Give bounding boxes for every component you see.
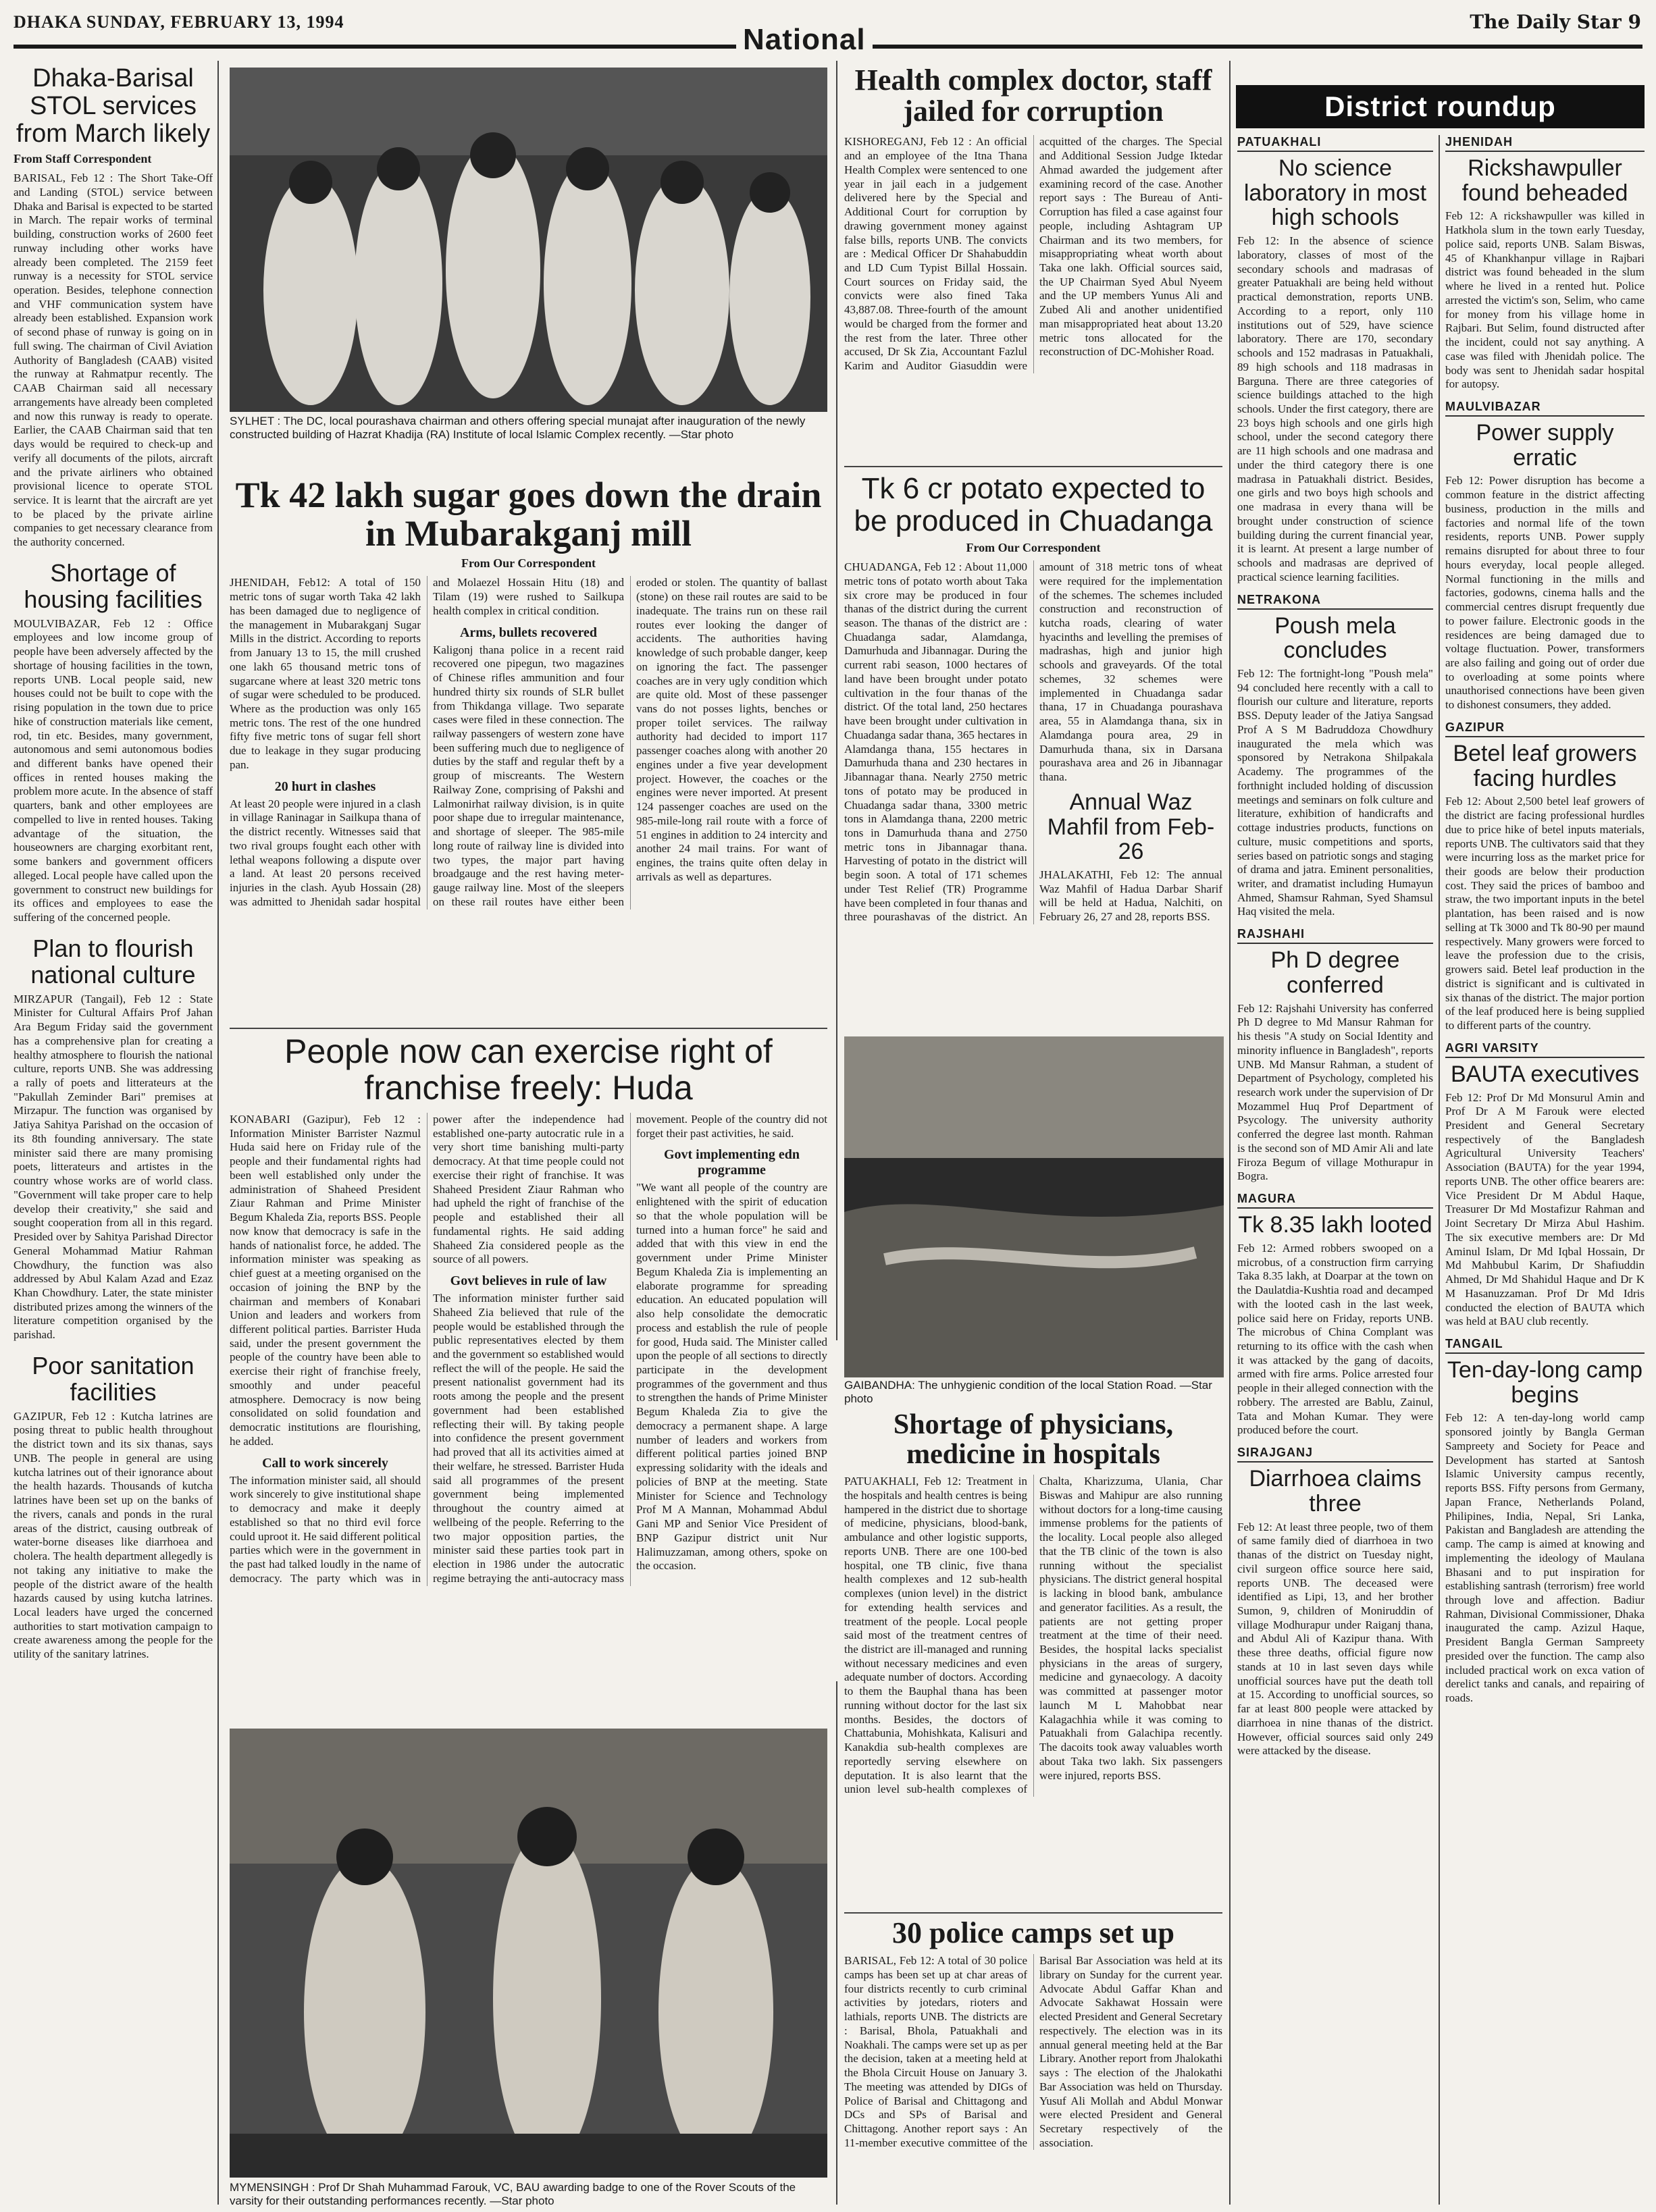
- roundup-headline: No science laboratory in most high schools: [1243, 155, 1427, 231]
- story-byline: From Our Correspondent: [966, 541, 1101, 555]
- photo-gaibandha-image: [844, 1036, 1224, 1377]
- roundup-headline: Power supply erratic: [1476, 419, 1614, 471]
- story-headline: People now can exercise right of franchise freely: Huda: [284, 1033, 773, 1107]
- story-housing: [14, 560, 213, 925]
- story-physicians: [844, 1410, 1222, 1906]
- roundup-place: AGRI VARSITY: [1445, 1041, 1645, 1058]
- story-subhead: Call to work sincerely: [262, 1455, 388, 1471]
- left-column: [14, 65, 213, 2205]
- story-subhead: Arms, bullets recovered: [459, 625, 598, 640]
- paper-name: The Daily Star 9: [1470, 11, 1641, 33]
- roundup-body: Feb 12: Power disruption has become a common feature in the district affecting business, production in the mills and factories and normal life of the town residents, reports UNB. Power supply remains disrupted for about three to four hours everyday, local people alleged. Normal functioning in the mills and factories, godowns, cinema halls and the commercial centres disrupt frequently due to power failure. Electronic goods in the residences are being damaged due to voltage fluctuation. Power, transformers are also failing and going out of order due to overloading at some points where unauthorised connections have been given to dishonest consumers, they added.: [1445, 474, 1645, 712]
- story-byline: From Staff Correspondent: [14, 152, 152, 166]
- story-body: BARISAL, Feb 12: A total of 30 police camps has been set up at char areas of four districts recently to curb criminal activities by jotedars, rioters and lathials, reports UNB. The districts are : Barisal, Bhola, Patuakhali and Noakhali. The camps were set up as per the decision, taken at a meeting held at the Bhola Circuit House on January 3. The meeting was attended by DIGs of Police of Barisal and Chittagong and DCs and SPs of Barisal and Chittagong. Another report says : An 11-member executive committee of the Barisal Bar Association was held at its library on Sunday for the current year. Advocate Abdul Gaffar Khan and Advocate Sakhawat Hossain were elected President and General Secretary respectively. The election was in its annual general meeting held at the Bar Library. Another report from Jhalokathi says : The election of the Jhalokathi Bar Association was held on Thursday. Yusuf Ali Mollah and Abdul Monwar were elected President and General Secretary respectively of the association.: [844, 1954, 1222, 2149]
- story-divider: [844, 1912, 1222, 1914]
- story-headline: Plan to flourish national culture: [30, 934, 196, 989]
- story-divider: [844, 466, 1222, 467]
- story-body: JHALAKATHI, Feb 12: The annual Waz Mahfil of Hadua Darbar Sharif will be held at Hadua, Nalchiti, on February 26, 27 and 28, reports BSS.: [1039, 868, 1222, 924]
- story-body: The information minister further said Shaheed Zia believed that rule of the people would be established through the public representatives elected by them and the government so established would reflect the will of the people. He said the present nationalist government had its roots among the people and the present government had been established reflecting their will. By taking people into confidence the present government had proved that all its activities aimed at their welfare, he stressed. Barrister Huda said all programmes of the present government being implemented throughout the country aimed at wellbeing of the people. Referring to the two major opposition parties, the minister said these parties took part in election in 1986 under the autocratic regime betraying the anti-autocracy mass movement. People of the country did not forget their past activities, he said.: [433, 1113, 827, 1585]
- roundup-item: [1237, 593, 1433, 920]
- roundup-item: [1445, 400, 1645, 712]
- column-rule: [836, 61, 837, 1340]
- story-headline: Tk 6 cr potato expected to be produced in Chuadanga: [854, 473, 1213, 537]
- roundup-column-2: [1445, 135, 1645, 2205]
- story-health: [844, 65, 1222, 456]
- story-byline: From Our Correspondent: [461, 556, 596, 571]
- story-body: MOULVIBAZAR, Feb 12 : Office employees and low income group of people have been adversely affected by the shortage of housing facilities in the town, reports UNB. Local people said, new houses could not be built to cope with the rising population in the town due to price hike of construction materials like cement, rod, tin etc. Besides, many government, autonomous and semi autonomous bodies and different banks have opened their offices in rented houses making the problem more acute. In the absence of staff quarters, bank and other employees are compelled to live in rented houses. Taking advantage of the situation, the houseowners are charging exorbitant rent, some bankers and government officers alleged. Local people have called upon the government to construct new buildings for its offices and employees to ease the suffering of the concerned people.: [14, 616, 213, 924]
- story-body: JHENIDAH, Feb12: A total of 150 metric tons of sugar worth Taka 42 lakh has been damaged due to negligence of the management in Mubarakganj Sugar Mills in the district. According to reports from January 13 to 15, the mill crushed one lakh 65 thousand metric tons of sugarcane where at least 320 metric tons of sugar were scheduled to be produced. Where as the production was only 165 metric tons. The rest of the one hundred fifty five metric tons of sugar fell short due to leakage in they sugar producing pan.: [230, 576, 421, 771]
- story-body: KISHOREGANJ, Feb 12 : An official and an employee of the Itna Thana Health Complex were sentenced to one year in jail each in a judgement delivered here by the Special and Additional Court for corruption by drawing government money against false bills, reports UNB. The convicts are : Medical Officer Dr Shahabuddin and LD Cum Typist Billal Hossain. Court sources on Friday said, the convicts were also fined Taka 43,887.08. Three-fourth of the amount would be charged from the former and the rest from the later. Three other accused, Dr Sk Zia, Accountant Fazlul Karim and Auditor Giasuddin were acquitted of the charges. The Special and Additional Session Judge Iktedar Ahmad awarded the judgement after examining record of the case. Another report says : The Bureau of Anti-Corruption has filed a case against four people, including Ashtagram UP Chairman and its two members, for misappropriating wheat worth about Taka one lakh. Official sources said, the UP Chairman Syed Abul Nyeem and the UP members Yunus Ali and Zubed Ali and another unidentified man misappropriated heat about 13.20 metric tons allocated for the reconstruction of DC-Mohisher Road.: [844, 135, 1222, 373]
- story-body: KONABARI (Gazipur), Feb 12 : Information Minister Barrister Nazmul Huda said here on Friday rule of the people and their fundamental rights had been well established only under the administration of Shaheed President Ziaur Rahman and Prime Minister Begum Khaleda Zia, reports BSS. People now know that democracy is safe in the hands of nationalist force, he added. The information minister was speaking as chief guest at a meeting organised on the occasion of joining the BNP by the chairman and members of Konabari Union and leaders and workers from different political parties. Barrister Huda said, under the present government the people of the country have been able to exercise their right of franchise freely, smoothly and under peaceful atmosphere. Democracy is now being consolidated on solid foundation and democratic institutions are flourishing, he added.: [230, 1113, 421, 1448]
- story-body: "We want all people of the country are enlightened with the spirit of education so that the whole population will be turned into a human force" he said and added that with this view in end the government under Prime Minister Begum Khaleda Zia is implementing an elaborate programme for spreading education. An educated population will also help consolidate the democratic process and establish the rule of people for good, Huda said. The Minister called upon the people of all sections to directly participate in the development programmes of the government and thus to strengthen the hands of Prime Minister Begum Khaleda Zia to give the democracy a permanent shape. A large number of leaders and workers from different political parties joined BNP expressing solidarity with the ideals and policies of BNP at the meeting. State Minister for Science and Technology Prof M A Mannan, Mohammad Abdul Gani MP and Senior Vice President of BNP Gazipur district unit Nur Halimuzzaman, among others, spoke on the occasion.: [636, 1181, 827, 1573]
- story-body: MIRZAPUR (Tangail), Feb 12 : State Minister for Cultural Affairs Prof Jahan Ara Begum Friday said the government has a comprehensive plan for creating a healthy atmosphere to flourish the national culture, reports UNB. She was addressing a rally of poets and litterateurs at the "Pakullah Zeminder Bari" premises at Mirzapur. The function was organised by Jatiya Sahitya Parishad on the occasion of its 8th founding anniversary. The state minister said there are many promising poets, litterateurs and artistes in the country whose works are of world class. "Government will take proper care to help develop their creativity," she said and sought cooperation from all in this regard. Presided over by Sahitya Parishad Director General Mohammad Matiur Rahman Chowdhury, the function was also addressed by Abul Kalam Azad and Ezaz Khan Chowdhury. Later, the state minister distributed prizes among the winners of the literature competition organised by the parishad.: [14, 992, 213, 1342]
- story-body: BARISAL, Feb 12 : The Short Take-Off and Landing (STOL) service between Dhaka and Barisal is expected to be started in March. The repair works of terminal building, construction works of 2600 feet runway including other works have already been completed. The 2159 feet runway is a necessity for STOL service operation. Besides, telephone connection and VHF communication system have already been established. Expansion work of second phase of runway is going on in full swing. The chairman of Civil Aviation Authority of Bangladesh (CAAB) visited the runway at Rahmatpur recently. The CAAB Chairman said all necessary arrangements have already been completed and now this runway is ready to operate. Earlier, the CAAB Chairman said that ten days would be required to check-up and verify all documents of the pilots, aircraft and the private airliners who obtained provisional licence to operate STOL service. It is learnt that the aircraft are yet to be placed by the private airline companies to get necessary clearance from the authority concerned.: [14, 172, 213, 549]
- story-waz: [1039, 790, 1222, 924]
- roundup-headline: Betel leaf growers facing hurdles: [1453, 740, 1637, 791]
- story-headline: Shortage of housing facilities: [24, 558, 203, 613]
- roundup-item: [1445, 135, 1645, 392]
- roundup-item: [1237, 135, 1433, 585]
- story-body: The information minister said, all should work sincerely to give institutional shape to democracy and make it deeply established so that no third evil force could uproot it. He said different political parties which were in the government in the past had talked loudly in the name of democracy. The party which was in power after the independence had established one-party autocratic rule in a very short time banishing multi-party democracy. At that time people could not exercise their right of franchise. It was Shaheed President Ziaur Rahman who had upheld the right of franchise of the people and established their all fundamental rights. He said adding Shaheed Zia considered people as the source of all powers.: [230, 1113, 624, 1585]
- story-headline: Health complex doctor, staff jailed for corruption: [854, 65, 1212, 128]
- roundup-item: [1445, 1337, 1645, 1706]
- story-culture: [14, 936, 213, 1342]
- roundup-headline: Rickshawpuller found beheaded: [1461, 155, 1628, 206]
- story-headline: Poor sanitation facilities: [32, 1351, 195, 1406]
- story-sugar: [230, 476, 827, 1077]
- roundup-headline: Poush mela concludes: [1274, 612, 1396, 664]
- roundup-headline: BAUTA executives: [1450, 1061, 1640, 1087]
- roundup-body: Feb 12: At least three people, two of them of same family died of diarrhoea in two thanas of the district on Tuesday night, civil surgeon office source here said, reports UNB. The deceased were identified as Lipi, 13, and her brother Sumon, 9, children of Moniruddin of village Modhurapur under Raiganj thana, and Abdul Ali of Kazipur thana. With these three deaths, official figure now stands at 10 in last seven days while unofficial sources have put the death toll at 15. According to unofficial sources, so far at least 800 people were attacked by diarrhoea in nine thanas of the district. However, official sources said only 249 were attacked by the disease.: [1237, 1520, 1433, 1758]
- story-headline: 30 police camps set up: [892, 1918, 1174, 1949]
- roundup-item: [1445, 1041, 1645, 1329]
- column-rule: [1229, 61, 1231, 2205]
- story-subhead: Govt believes in rule of law: [450, 1273, 607, 1289]
- story-body: PATUAKHALI, Feb 12: Treatment in the hospitals and health centres is being hampered in the district due to shortage of medicine, physicians, blood-bank, ambulance and other logistic supports, reports UNB. There are one 100-bed hospital, one TB clinic, five thana health complexes and 12 sub-health complexes (union level) in the district for extending health services and treatment of the people. Local people said most of the treatment centres of the district are ill-managed and running without necessary medicines and even adequate number of doctors. According to them the Bauphal thana has been running without doctor for the last six months. Besides, the doctors of Chattabunia, Mohishkata, Kalisuri and Kanakdia sub-health complexes are reportedly serving elsewhere on deputation. It is also learnt that the union level sub-health complexes of Chalta, Kharizzuma, Ulania, Char Biswas and Mahipur are also running without doctors for a long-time causing immense problems for the patients of the locality. Local people also alleged that the TB clinic of the town is also running without the specialist physicians. The district general hospital is lacking in blood bank, ambulance and generator facilities. As a result, the patients are not getting proper treatment at the time of their need. Besides, the hospital lacks specialist physicians in the areas of surgery, medicine and gynaecology. A dacoity was committed at passenger motor launch M L Mahobbat near Kalagachhia while it was coming to Patuakhali from Galachipa recently. The dacoits took away valuables worth about Taka two lakh. Six passengers were injured, reports BSS.: [844, 1475, 1222, 1796]
- roundup-body: Feb 12: About 2,500 betel leaf growers of the district are facing professional hurdles due to price hike of betel inputs materials, reports UNB. The cultivators said that they were incurring loss as the market price for their goods are below their production cost. They said the prices of bamboo and straw, the two important inputs in the betel plantation, has been raised and is now selling at Tk 3000 and Tk 80-90 per maund respectively. Many growers were forced to leave the profession due to the crisis, growers said. Betel leaf production in the district is significant and is cultivated in six thanas of the district. The major portion of the leaf produced here is being supplied to different parts of the country.: [1445, 795, 1645, 1032]
- roundup-body: Feb 12: Rajshahi University has conferred Ph D degree to Md Mansur Rahman for his thesis "A study on Social Identity and minority influence in Bangladesh", reports UNB. Md Mansur Rahman, a student of Department of Psychology, completed his research work under the supervision of Dr Mozammel Huq Prof Department of Psycology. The university authority conferred the degree last month. Rahman is the second son of MD Amir Ali and late Firoza Begum of village Mothurapur in Bogra.: [1237, 1001, 1433, 1183]
- roundup-place: NETRAKONA: [1237, 593, 1433, 610]
- story-headline: Shortage of physicians, medicine in hospitals: [893, 1410, 1174, 1471]
- roundup-headline: Tk 8.35 lakh looted: [1238, 1212, 1432, 1238]
- story-body: CHUADANGA, Feb 12 : About 11,000 metric tons of potato worth about Taka six crore may be produced in four thanas of the district during the current season. The thanas of the district are : Chuadanga sadar, Alamdanga, Damurhuda and Jibannagar. During the current rabi season, 1000 hectares of land have been brought under potato cultivation in the four thanas of the district. Of the total land, 250 hectares have been brought under cultivation in Chuadanga sadar thana, 365 hectares in Alamdanga thana, 155 hectares in Damurhuda thana and 230 hectares in Jibannagar thana. Nearly 2750 metric tons of potato may be produced in Chuadanga sadar thana, 3300 metric tons in Alamdanga thana, 2200 metric tons in Damurhuda thana and 2750 metric tons in Jibannagar thana. Harvesting of potato in the district will begin soon. A total of 171 schemes under Test Relief (TR) Programme have been completed in four thanas and three pourashavas of the district. An amount of 318 metric tons of wheat were required for the implementation of the schemes. The schemes included construction and reconstruction of kutcha roads, clearing of water hyacinths and levelling the premises of madrashas, high and junior high schools and graveyards. Of the total schemes, 32 schemes were implemented in Chuadanga sadar thana, 17 in Chuadanga pourashava area, 55 in Alamdanga thana, six in Alamdanga poura area, 29 in Damurhuda thana, six in Darsana pourashava area and 26 in Jibannagar thana.: [844, 560, 1222, 924]
- story-sanitation: [14, 1353, 213, 1662]
- roundup-place: MAULVIBAZAR: [1445, 400, 1645, 417]
- roundup-place: GAZIPUR: [1445, 720, 1645, 737]
- section-title: National: [736, 23, 873, 57]
- roundup-body: Feb 12: Prof Dr Md Monsurul Amin and Prof Dr A M Farouk were elected President and General Secretary respectively of the Bangladesh Agricultural University Teachers' Association (BAUTA) for the year 1994, reports UNB. The other office bearers are: Vice President Dr M Abdul Haque, Treasurer Dr Md Mostafizur Rahman and Joint Secretary Dr Mirza Abul Hashim. The six executive members are: Dr Md Aminul Islam, Dr Md Iqbal Hossain, Dr Md Mahbubul Karim, Dr Shafiuddin Ahmed, Dr Md Shahidul Haque and Dr K M Hasanuzzaman. Prof Dr Md Idris conducted the election of BAUTA which was held at BAU club recently.: [1445, 1090, 1645, 1328]
- roundup-banner: District roundup: [1236, 85, 1645, 128]
- story-headline: Tk 42 lakh sugar goes down the drain in Mubarakganj mill: [235, 476, 822, 554]
- roundup-place: RAJSHAHI: [1237, 927, 1433, 944]
- roundup-headline: Ph D degree conferred: [1270, 947, 1400, 998]
- photo-sylhet-image: [230, 68, 827, 412]
- roundup-body: Feb 12: Armed robbers swooped on a microbus, of a construction firm carrying Taka 8.35 lakh, at Doarpar at the town on the Daulatdia-Kushtia road and decamped with the looted cash in the last week, police said here on Friday, reports UNB. The microbus of China Complant was returning to its office with the cash when it was attacked by the gang of dacoits, armed with fire arms. Police arrested four people in their alleged connection with the robbery. The arrested are Bablu, Zainul, Tata and Mohan Kumar. They were produced before the court.: [1237, 1241, 1433, 1437]
- roundup-headline: Ten-day-long camp begins: [1447, 1357, 1643, 1408]
- photo-mymensingh-image: [230, 1729, 827, 2178]
- photo-caption: SYLHET : The DC, local pourashava chairman and others offering special munajat after inauguration of the newly constructed building of Hazrat Khadija (RA) Institute of local Islamic Complex recently. —Star photo: [230, 415, 806, 442]
- roundup-body: Feb 12: The fortnight-long "Poush mela" 94 concluded here recently with a call to flourish our culture and literature, reports BSS. Deputy leader of the Jatiya Sangsad Prof A S M Badruddoza Chowdhury inaugurated the mela which was sponsored by Netrakona Shilpakala Academy. The programmes of the forthnight included holding of discussion meetings and seminars on folk culture and literature, exhibition of handicrafts and cottage industries products, functions on culture, music competitions and sports, series based on patriotic songs and staging of drama and jatra. Eminent personalities, writer, and dramatist including Humayun Ahmed, Shamsur Rahman, Syed Shamsul Haq visited the mela.: [1237, 666, 1433, 918]
- story-headline: Dhaka-Barisal STOL services from March likely: [16, 65, 211, 149]
- roundup-place: MAGURA: [1237, 1192, 1433, 1209]
- roundup-headline: Diarrhoea claims three: [1249, 1466, 1422, 1517]
- column-rule: [836, 1681, 837, 2205]
- column-rule: [1439, 135, 1440, 2205]
- dateline: DHAKA SUNDAY, FEBRUARY 13, 1994: [14, 12, 344, 32]
- roundup-item: [1237, 1192, 1433, 1438]
- roundup-item: [1237, 927, 1433, 1184]
- column-rule: [217, 61, 219, 2205]
- story-body: GAZIPUR, Feb 12 : Kutcha latrines are posing threat to public health throughout the district town and its six thanas, says UNB. The people in general are using kutcha latrines out of their ignorance about the health hazards. Thousands of kutcha latrines have been set up on the banks of the rivers, canals and ponds in the rural areas of the district, causing outbreak of water-borne diseases like diarrhoea and cholera. The health department allegedly is not taking any initiative to make the people of the district aware of the health hazards caused by using kutcha latrines. Local leaders have urged the concerned authorities to start motivation campaign to create awareness among the people for the utility of the sanitary latrines.: [14, 1409, 213, 1661]
- roundup-place: PATUAKHALI: [1237, 135, 1433, 152]
- story-huda: [230, 1033, 827, 1722]
- photo-gaibandha: [844, 1036, 1224, 1377]
- roundup-item: [1237, 1446, 1433, 1758]
- roundup-body: Feb 12: A ten-day-long world camp sponsored jointly by Bangla German Sampreety and Society for Peace and Development has started at Santosh Islamic University campus recently, reports BSS. Fifty persons from Germany, Japan France, Netherlands Poland, Philipines, India, Nepal, Sri Lanka, Pakistan and Bangladesh are attending the camp. The camp is aimed at knowing and implementing the ideology of Maulana Bhasani and to put inspiration for establishing santrash (terrorism) free world through love and affection. Badiur Rahman, Divisional Commissioner, Dhaka inaugurated the camp. Azizul Haque, President Bangla German Sampreety presided over the function. The camp also included practical work on exca vation of derelict tanks and canals, and repairing of roads.: [1445, 1411, 1645, 1705]
- photo-caption: GAIBANDHA: The unhygienic condition of the local Station Road. —Star photo: [844, 1379, 1212, 1406]
- roundup-item: [1445, 720, 1645, 1033]
- roundup-body: Feb 12: In the absence of science laboratory, classes of most of the secondary schools and madrasas of greater Patuakhali are being held without practical demonstration, reports UNB. According to a report, only 110 institutions out of 529, have science laboratory. There are 170, secondary schools and 152 madrasas in Patuakhali, 89 high schools and 118 madrasas in Barguna. There are three categories of science buildings attached to the high schools. Under the first category, there are 23 boys high schools and one girls high school, under the second category there are 11 high schools and one madrasa and under the third category there is one madrasa in Patuakhali district. Besides, one girls and two boys high schools and one madrasa in every thana will be brought under construction of science building during the current financial year, it is learnt. At present a large number of schools and madrasas are deprived of practical science learning facilities.: [1237, 234, 1433, 583]
- roundup-column-1: [1237, 135, 1433, 2205]
- roundup-place: TANGAIL: [1445, 1337, 1645, 1354]
- roundup-body: Feb 12: A rickshawpuller was killed in Hatkhola slum in the town early Tuesday, police said, reports UNB. Salam Biswas, 45 of Khankhanpur village in Rajbari district was found beheaded in the slum where he lived in a rented hut. Police arrested the victim's son, Selim, who came for money from his village home in Rajbari. But Selim, found distructed after the incident, could not say anything. A case was filed with Jhenidah police. The body was sent to Jhenidah sadar hospital for autopsy.: [1445, 209, 1645, 391]
- story-divider: [230, 1028, 827, 1029]
- story-stol: [14, 65, 213, 550]
- roundup-place: SIRAJGANJ: [1237, 1446, 1433, 1463]
- story-body: At least 20 people were injured in a clash in village Raninagar in Sailkupa thana of the district recently. Witnesses said that two rival groups fought each other with lethal weapons following a dispute over a land. At least 20 persons received injuries in the clash. Ayub Hossain (28) was admitted to Jhenidah sadar hospital and Molaezel Hossain Hitu (18) and Tilam (19) were rushed to Sailkupa health complex in critical condition.: [230, 576, 624, 908]
- story-headline: Annual Waz Mahfil from Feb-26: [1047, 789, 1215, 865]
- story-body: Kaligonj thana police in a recent raid recovered one pipegun, two magazines of Chinese rifles ammunition and four hundred thirty six rounds of SLR bullet from Thikdanga village. Two separate cases were filed in these connection. The railway passengers of western zone have been suffering much due to negligence of duties by the staff and regular theft by a group of miscreants. The Western Railway Zone, comprising of Pakshi and Lalmonirhat railway division, is in quite poor shape due to irregular maintenance, and shortage of sleeper. The 985-mile long route of railway line is divided into two types, the major part having broadgauge and the rest having meter-gauge railway line. Most of the sleepers on these rail routes have either been eroded or stolen. The quantity of ballast (stone) on these rail routes are said to be inadequate. The trains run on these rail routes ever looking the danger of accidents. The authorities having knowledge of such probable danger, keep on ignoring the fact. The passenger coaches are in very ugly condition which are quite old. Most of these passenger vans do not posses lights, benches or proper toilet services. The railway authority had decided to import 117 passenger coaches along with another 20 engines under a five year development project. However, the coaches or the engines were never imported. At present 124 passenger coaches are used on the 985-mile-long rail route with a force of 51 engines in addition to 24 intercity and another 24 mail trains. For want of engines, the trains quite often delay in arrivals as well as departures.: [433, 576, 827, 908]
- photo-mymensingh: [230, 1729, 827, 2178]
- photo-sylhet: [230, 68, 827, 412]
- story-police: [844, 1918, 1222, 2205]
- roundup-place: JHENIDAH: [1445, 135, 1645, 152]
- photo-caption: MYMENSINGH : Prof Dr Shah Muhammad Farouk, VC, BAU awarding badge to one of the Rover Scouts of the varsity for their outstanding performances recently. —Star photo: [230, 2181, 796, 2208]
- story-subhead: 20 hurt in clashes: [274, 779, 376, 794]
- story-subhead: Govt implementing edn programme: [663, 1147, 800, 1178]
